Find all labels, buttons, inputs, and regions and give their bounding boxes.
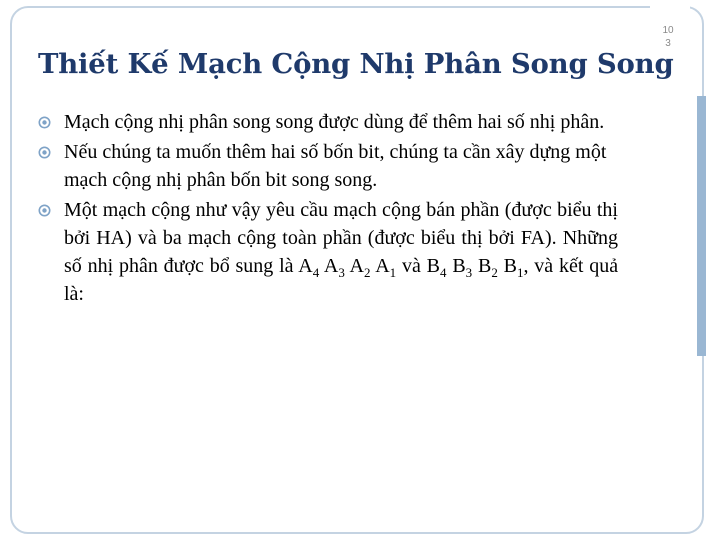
page-number: 10 3: [662, 25, 674, 49]
bullet-circle-icon: [38, 146, 51, 159]
bullet-circle-icon: [38, 116, 51, 129]
bullet-item: [38, 108, 618, 136]
slide-title: Thiết Kế Mạch Cộng Nhị Phân Song Song: [38, 48, 674, 80]
bullet-text: Một mạch cộng như vậy yêu cầu mạch cộng bán phần (được biểu thị bởi HA) và ba mạch cộng toàn phần (được biểu thị bởi FA). Những số nhị phân được bổ sung là $A_4$ $A_3$ $A_2$ $A_1$ và $B_4$ $B_3$ $B_2$ $B_1$, và kết quả là:: [64, 199, 619, 305]
bullet-circle-icon: [38, 204, 51, 217]
bullet-item: [38, 138, 618, 194]
bullet-list: [38, 108, 618, 310]
bullet-item: [38, 196, 618, 308]
bullet-text: Nếu chúng ta muốn thêm hai số bốn bit, chúng ta cần xây dựng một mạch cộng nhị phân bốn bit song song.: [64, 141, 607, 191]
accent-bar: [697, 96, 706, 356]
bullet-text: Mạch cộng nhị phân song song được dùng để thêm hai số nhị phân.: [64, 111, 605, 133]
